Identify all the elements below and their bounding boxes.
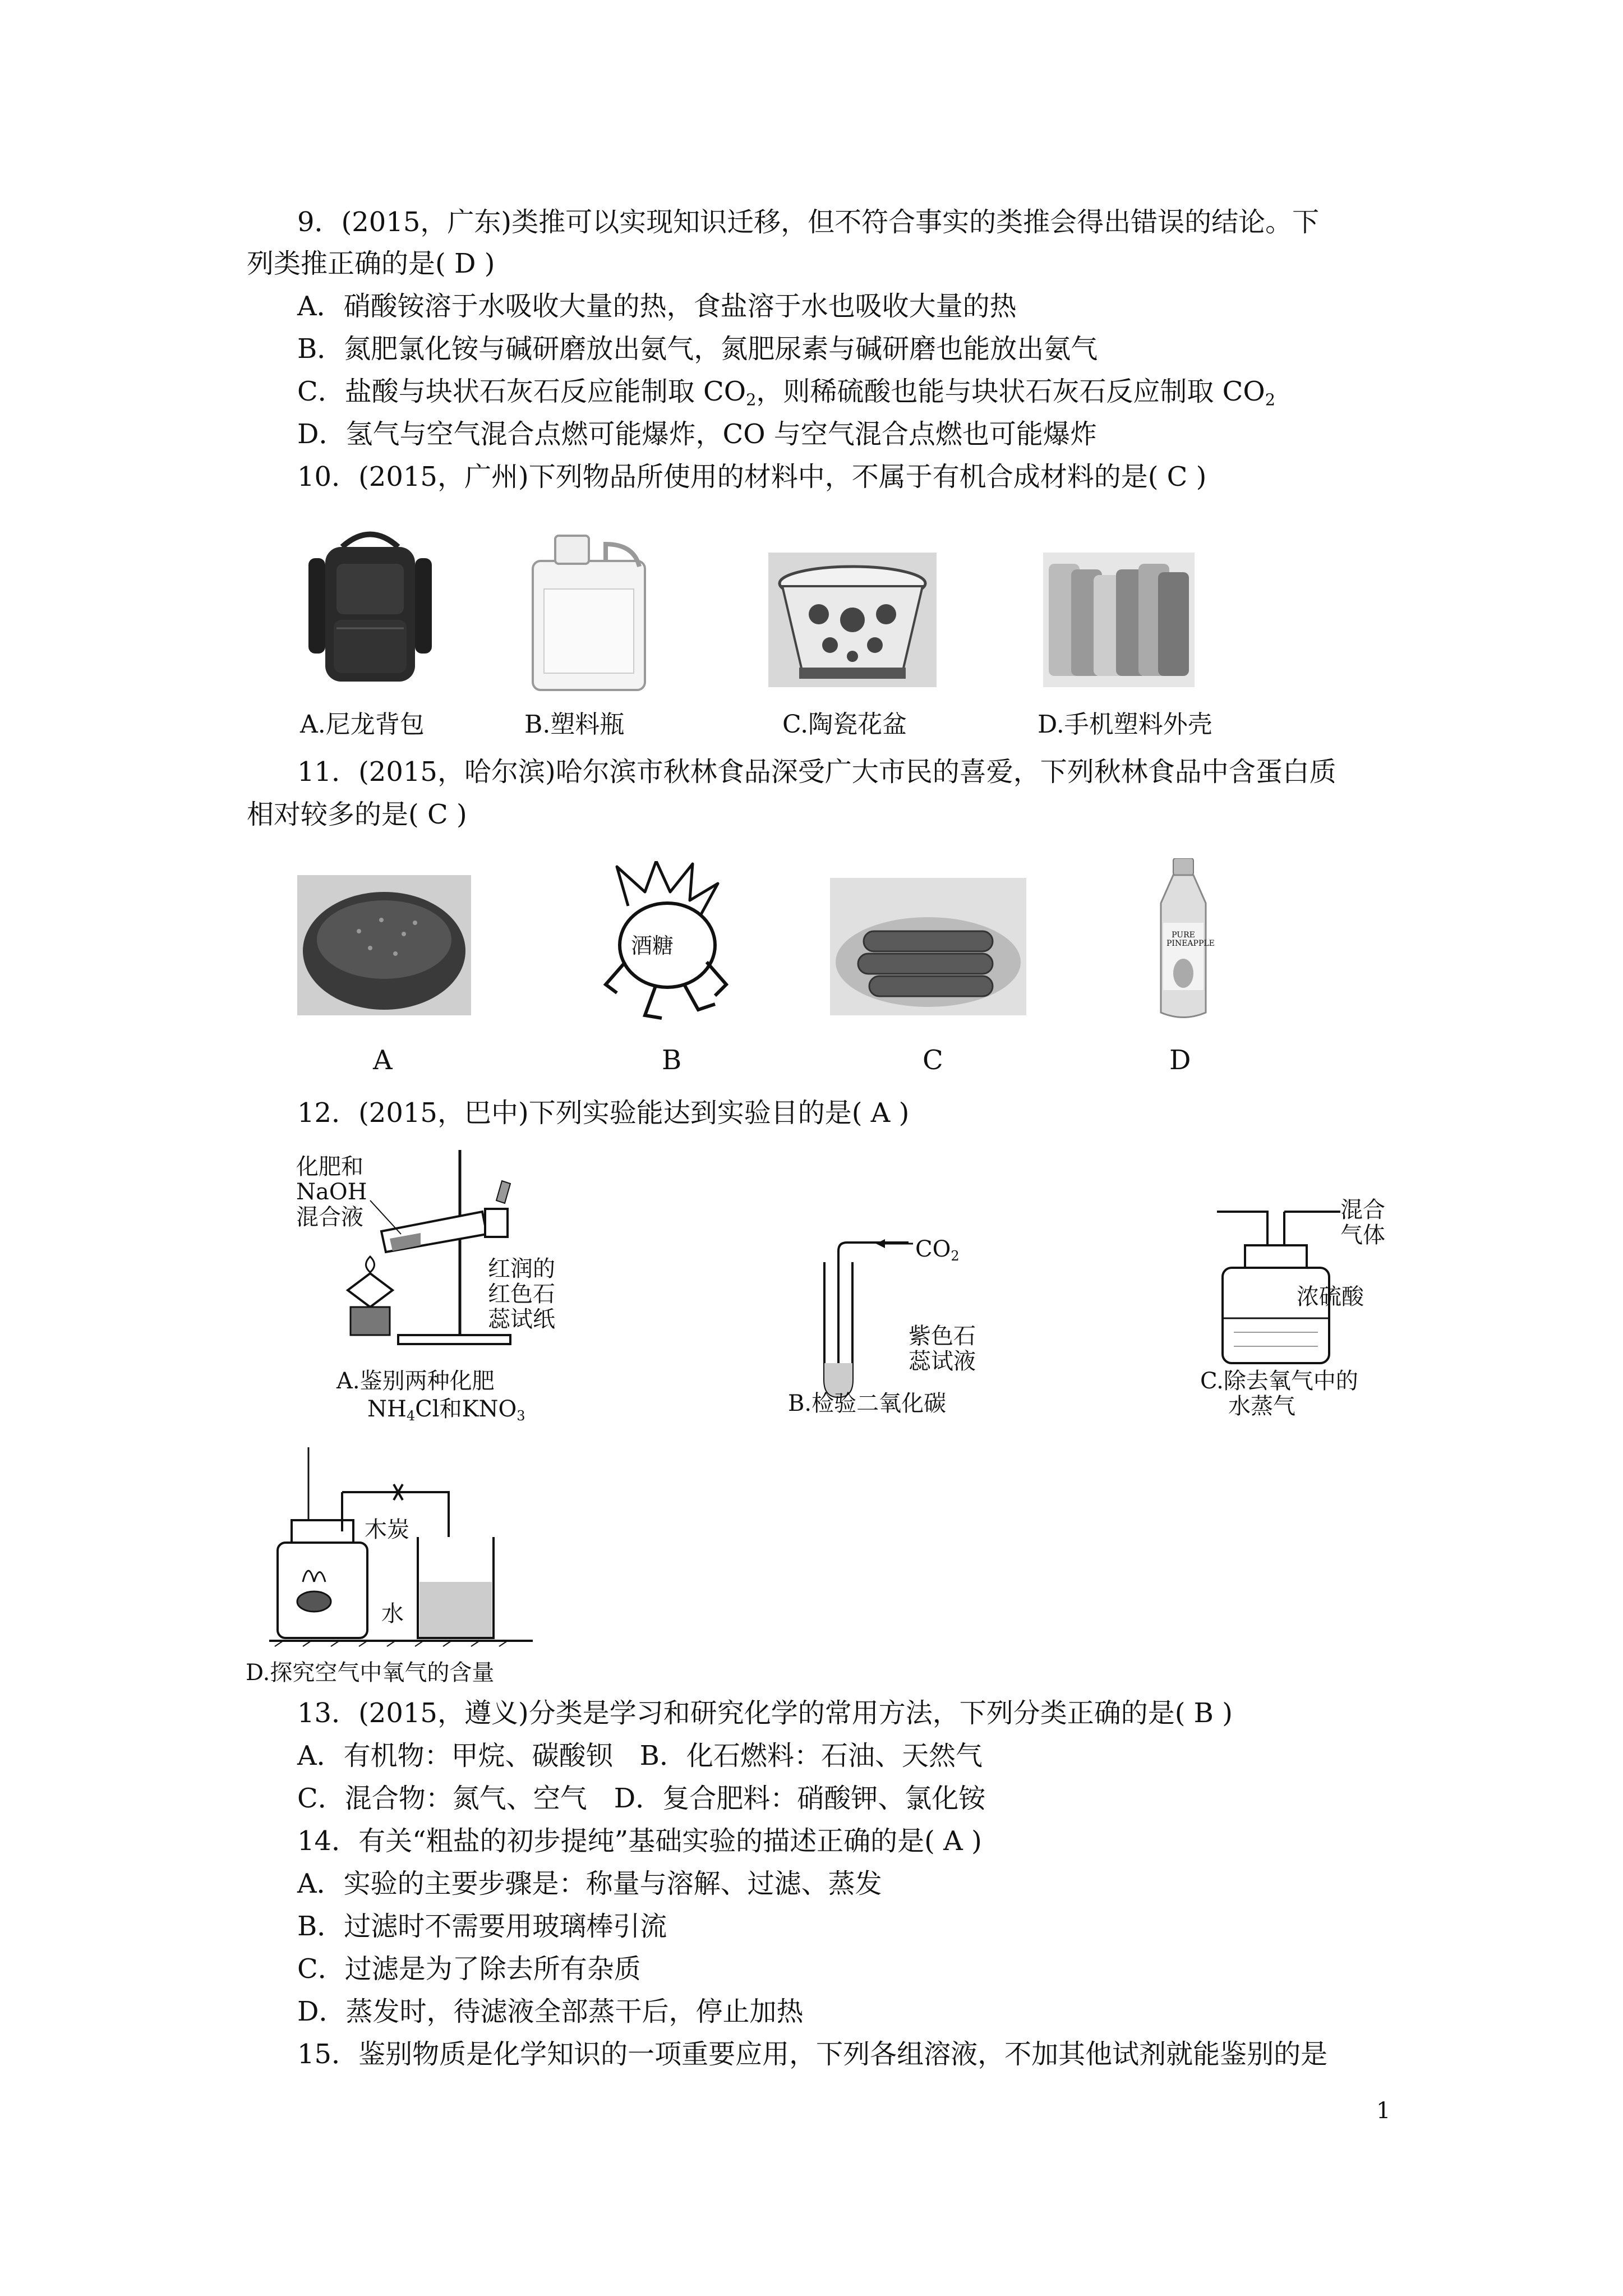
q10-caption-c: C.陶瓷花盆 <box>782 710 907 739</box>
q11-caption-b: B <box>662 1045 682 1076</box>
figD-charcoal-label: 木炭 <box>365 1517 409 1543</box>
q14-option-c: C．过滤是为了除去所有杂质 <box>297 1953 641 1985</box>
q10-line1: 10．(2015，广州)下列物品所使用的材料中，不属于有机合成材料的是( C ) <box>297 461 1207 493</box>
oxygen-content-apparatus-diagram <box>269 1447 538 1649</box>
figC-gas-label: 混合 气体 <box>1340 1197 1385 1248</box>
phone-cases-image <box>1043 553 1195 687</box>
q13-line1: 13．(2015，遵义)分类是学习和研究化学的常用方法，下列分类正确的是( B ) <box>297 1697 1233 1729</box>
figA-label-right: 红润的 红色石 蕊试纸 <box>488 1256 555 1332</box>
candy-label: 酒糖 <box>631 933 674 958</box>
q9-line2: 列类推正确的是( D ) <box>247 248 495 279</box>
figD-caption: D.探究空气中氧气的含量 <box>246 1660 495 1686</box>
figB-gas-label: $CO_2$ <box>915 1236 960 1264</box>
figA-caption-1: A.鉴别两种化肥 <box>336 1368 495 1394</box>
page-number: 1 <box>1376 2098 1391 2124</box>
q10-caption-b: B.塑料瓶 <box>524 710 625 739</box>
plastic-bottle-image <box>522 527 656 696</box>
q9-option-d: D．氢气与空气混合点燃可能爆炸，CO 与空气混合点燃也可能爆炸 <box>297 418 1097 450</box>
q9-line1: 9．(2015，广东)类推可以实现知识迁移，但不符合事实的类推会得出错误的结论。下 <box>297 206 1320 238</box>
q10-caption-d: D.手机塑料外壳 <box>1038 710 1212 739</box>
q9-option-b: B．氮肥氯化铵与碱研磨放出氨气，氮肥尿素与碱研磨也能放出氨气 <box>297 333 1098 365</box>
figA-caption-2: $NH_4Cl$和$KNO_3$ <box>367 1396 525 1424</box>
figB-caption: B.检验二氧化碳 <box>788 1391 947 1416</box>
porcelain-pot-image <box>768 553 937 687</box>
q11-line2: 相对较多的是( C ) <box>247 799 467 830</box>
bread-image <box>297 875 471 1015</box>
figA-label-top: 化肥和 NaOH 混合液 <box>296 1154 367 1230</box>
figC-caption: C.除去氧气中的 水蒸气 <box>1200 1368 1358 1419</box>
bottle-label: PURE PINEAPPLE <box>1166 931 1215 949</box>
q11-caption-d: D <box>1169 1045 1191 1076</box>
q14-option-b: B．过滤时不需要用玻璃棒引流 <box>297 1911 667 1942</box>
q10-caption-a: A.尼龙背包 <box>300 710 425 739</box>
figB-liquid-label: 紫色石 蕊试液 <box>909 1323 976 1374</box>
backpack-image <box>303 524 437 687</box>
q11-line1: 11．(2015，哈尔滨)哈尔滨市秋林食品深受广大市民的喜爱，下列秋林食品中含蛋白质 <box>297 756 1336 788</box>
q14-line1: 14．有关“粗盐的初步提纯”基础实验的描述正确的是( A ) <box>297 1825 982 1857</box>
figD-water-label: 水 <box>381 1601 404 1627</box>
q13-options-cd: C．混合物：氮气、空气 D．复合肥料：硝酸钾、氯化铵 <box>297 1783 986 1814</box>
q14-option-d: D．蒸发时，待滤液全部蒸干后，停止加热 <box>297 1996 804 2027</box>
test-tube-co2-diagram <box>808 1228 920 1402</box>
q13-options-ab: A．有机物：甲烷、碳酸钡 B．化石燃料：石油、天然气 <box>297 1740 983 1772</box>
q9-option-a: A．硝酸铵溶于水吸收大量的热，食盐溶于水也吸收大量的热 <box>297 291 1017 322</box>
gas-arrow-icon <box>875 1237 914 1250</box>
q15-line1: 15．鉴别物质是化学知识的一项重要应用，下列各组溶液，不加其他试剂就能鉴别的是 <box>297 2039 1328 2070</box>
q14-option-a: A．实验的主要步骤是：称量与溶解、过滤、蒸发 <box>297 1868 882 1899</box>
q12-line1: 12．(2015，巴中)下列实验能达到实验目的是( A ) <box>297 1097 910 1129</box>
figC-liquid-label: 浓硫酸 <box>1297 1284 1364 1310</box>
sausages-image <box>830 878 1026 1015</box>
q11-caption-c: C <box>923 1045 943 1076</box>
q11-caption-a: A <box>373 1045 393 1076</box>
q9-option-c: C．盐酸与块状石灰石反应能制取 $CO_2$，则稀硫酸也能与块状石灰石反应制取 $CO_2$ <box>297 376 1276 409</box>
